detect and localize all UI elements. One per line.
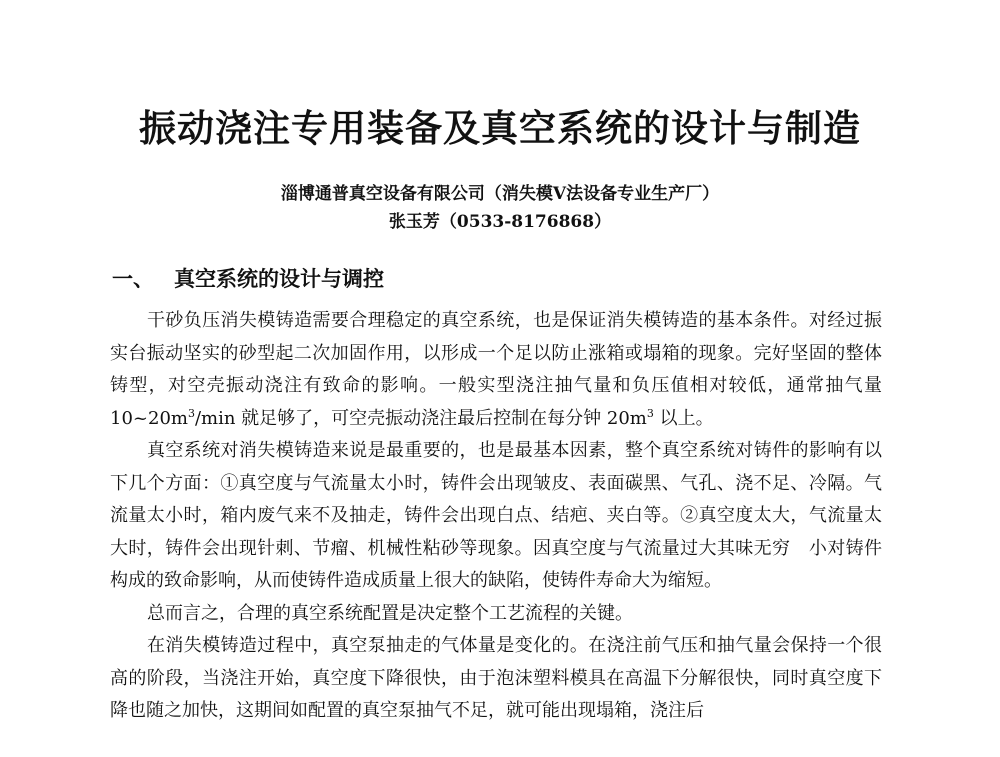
paragraph: 总而言之，合理的真空系统配置是决定整个工艺流程的关键。 [147,602,633,624]
document-title: 振动浇注专用装备及真空系统的设计与制造 [139,106,861,150]
paragraph-text: 以上。 [653,407,714,429]
paragraph [110,305,882,435]
superscript: 3 [646,406,654,420]
section-heading [112,264,384,294]
paragraph-text: 干砂负压消失模铸造需要合理稳定的真空系统，也是保证消失模铸造的基本条件。对经过振实台振动坚实的砂型起二次加固作用，以形成一个足以防止涨箱或塌箱的现象。完好坚固的整体铸型，对空壳振动浇注有致命的影响。一般实型浇注抽气量和负压值相对较低，通常抽气量 10~20m [110,310,882,429]
superscript: 3 [187,406,195,420]
paragraph-text: /min 就足够了，可空壳振动浇注最后控制在每分钟 20m [194,407,647,429]
author-name: 张玉芳（0533-8176868） [388,212,612,232]
paragraph: 真空系统对消失模铸造来说是最重要的，也是最基本因素，整个真空系统对铸件的影响有以下几个方面：①真空度与气流量太小时，铸件会出现皱皮、表面碳黑、气孔、浇不足、冷隔。气流量太小时，箱内废气来不及抽走，铸件会出现白点、结疤、夹白等。②真空度太大，气流量太大时，铸件会出现针刺、节瘤、机械性粘砂等现象。因真空度与气流量过大其味无穷 小对铸件构成的致命影响，从而使铸件造成质量上很大的缺陷，使铸件寿命大为缩短。 [110,440,882,591]
section-title: 真空系统的设计与调控 [174,266,384,291]
paragraph: 在消失模铸造过程中，真空泵抽走的气体量是变化的。在浇注前气压和抽气量会保持一个很高的阶段，当浇注开始，真空度下降很快，由于泡沫塑料模具在高温下分解很快，同时真空度下降也随之加快，这期间如配置的真空泵抽气不足，就可能出现塌箱，浇注后 [110,635,882,721]
author-affiliation: 淄博通普真空设备有限公司（消失模V法设备专业生产厂） [280,184,720,204]
section-number: 一、 [112,266,154,291]
body-text [110,305,882,728]
